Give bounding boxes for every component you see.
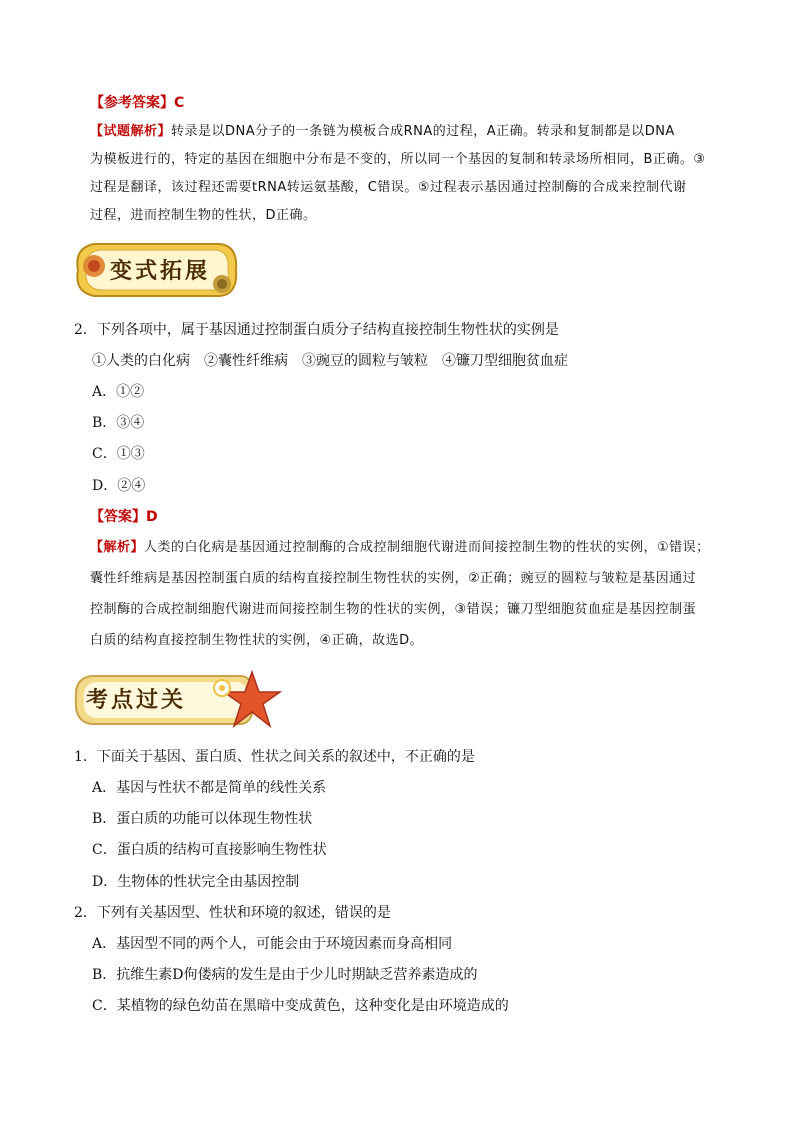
analysis-line-4: 过程，进而控制生物的性状，D正确。 <box>90 208 317 223</box>
p1-option-b: B．蛋白质的功能可以体现生物性状 <box>92 811 313 827</box>
reference-answer-line <box>90 95 184 111</box>
p1-option-c: C．蛋白质的结构可直接影响生物性状 <box>92 842 327 858</box>
q2-answer-label: 【答案】 <box>90 509 146 525</box>
q2-analysis-line-4: 白质的结构直接控制生物性状的实例，④正确，故选D。 <box>90 633 424 648</box>
q2-analysis-line-3: 控制酶的合成控制细胞代谢进而间接控制生物的性状的实例，③错误；镰刀型细胞贫血症是基因控制蛋 <box>90 602 697 617</box>
q2-option-c: C．①③ <box>92 446 145 462</box>
checkpoint-title: 考点过关 <box>86 687 187 713</box>
p1-option-d: D．生物体的性状完全由基因控制 <box>92 874 300 890</box>
q2-answer-value: D <box>146 509 158 525</box>
p1-option-a: A．基因与性状不都是简单的线性关系 <box>92 780 327 796</box>
p1-stem: 1．下面关于基因、蛋白质、性状之间关系的叙述中，不正确的是 <box>74 749 475 765</box>
q2-option-b: B．③④ <box>92 415 145 431</box>
q2-option-a: A．①② <box>92 384 145 400</box>
q2-answer-line <box>90 509 158 525</box>
q2-analysis-text-1: 人类的白化病是基因通过控制酶的合成控制细胞代谢进而间接控制生物的性状的实例，①错误； <box>144 540 710 555</box>
reference-answer-value: C <box>174 95 185 111</box>
p2-option-c: C．某植物的绿色幼苗在黑暗中变成黄色，这种变化是由环境造成的 <box>92 998 509 1014</box>
q2-stem: 2．下列各项中，属于基因通过控制蛋白质分子结构直接控制生物性状的实例是 <box>74 322 559 338</box>
q2-analysis-line-1 <box>90 540 710 556</box>
analysis-label: 【试题解析】 <box>90 124 172 139</box>
analysis-text-1: 转录是以DNA分子的一条链为模板合成RNA的过程，A正确。转录和复制都是以DNA <box>171 124 675 139</box>
variant-extension-title: 变式拓展 <box>110 258 211 284</box>
reference-answer-label: 【参考答案】 <box>90 95 174 111</box>
q2-analysis-label: 【解析】 <box>90 540 145 555</box>
analysis-line-2: 为模板进行的，特定的基因在细胞中分布是不变的，所以同一个基因的复制和转录场所相同，B正确。③ <box>90 152 706 167</box>
checkpoint-banner <box>72 666 282 732</box>
q2-analysis-line-2: 囊性纤维病是基因控制蛋白质的结构直接控制生物性状的实例，②正确；豌豆的圆粒与皱粒是基因通过 <box>90 571 697 586</box>
analysis-line-3: 过程是翻译，该过程还需要tRNA转运氨基酸，C错误。⑤过程表示基因通过控制酶的合成来控制代谢 <box>90 180 687 195</box>
q2-items: ①人类的白化病 ②囊性纤维病 ③豌豆的圆粒与皱粒 ④镰刀型细胞贫血症 <box>92 353 568 369</box>
variant-extension-banner <box>72 236 242 304</box>
p2-stem: 2．下列有关基因型、性状和环境的叙述，错误的是 <box>74 905 391 921</box>
p2-option-a: A．基因型不同的两个人，可能会由于环境因素而身高相同 <box>92 936 453 952</box>
analysis-line-1 <box>90 124 675 140</box>
q2-option-d: D．②④ <box>92 478 146 494</box>
p2-option-b: B．抗维生素D佝偻病的发生是由于少儿时期缺乏营养素造成的 <box>92 967 478 983</box>
